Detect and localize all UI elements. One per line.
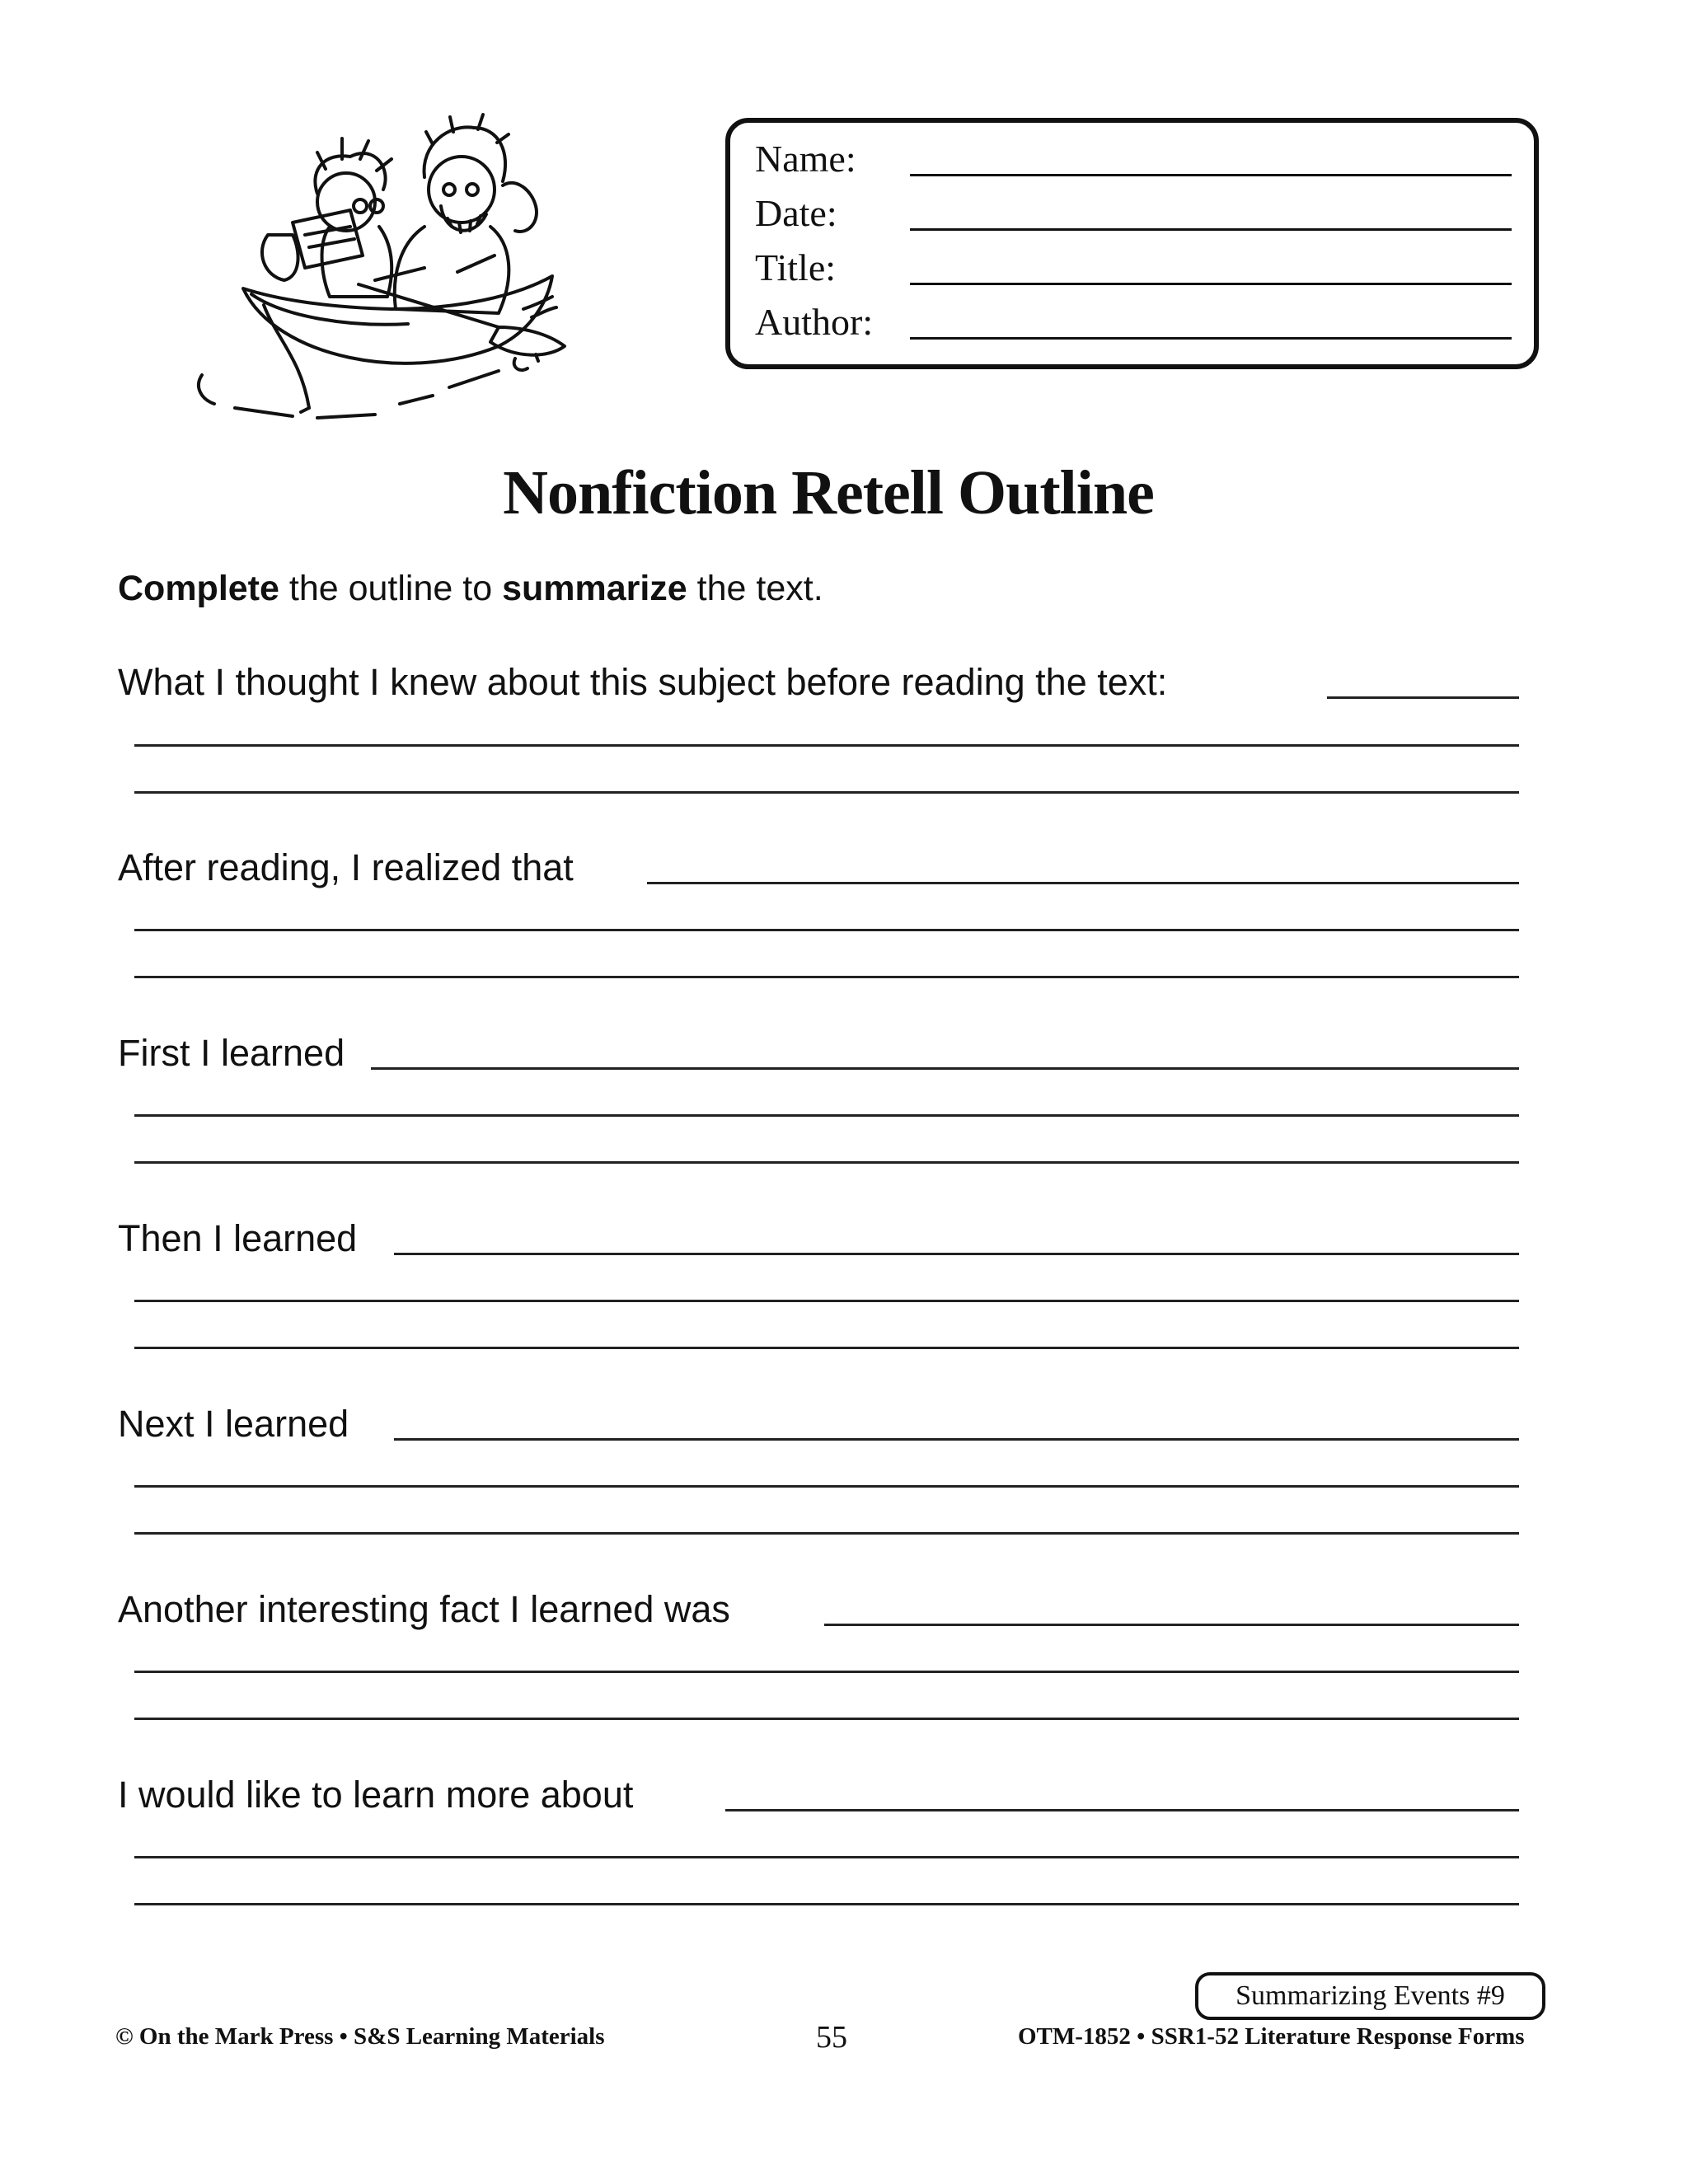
answer-line[interactable] (824, 1624, 1519, 1626)
answer-line[interactable] (394, 1438, 1519, 1441)
title-label: Title: (755, 246, 837, 288)
prompt-next-learned: Next I learned (118, 1403, 349, 1445)
answer-line[interactable] (134, 1718, 1519, 1720)
page-title: Nonfiction Retell Outline (503, 458, 1154, 527)
answer-line[interactable] (394, 1253, 1519, 1255)
instructions-summarize: summarize (502, 569, 687, 608)
author-label: Author: (755, 301, 874, 343)
name-field[interactable] (910, 174, 1512, 176)
answer-line[interactable] (134, 744, 1519, 747)
answer-line[interactable] (134, 1856, 1519, 1858)
answer-line[interactable] (134, 1671, 1519, 1673)
answer-line[interactable] (1327, 696, 1519, 699)
instructions-text-1: the outline to (279, 569, 503, 608)
answer-line[interactable] (134, 1161, 1519, 1164)
instructions (118, 569, 823, 609)
prompt-interesting-fact: Another interesting fact I learned was (118, 1588, 730, 1630)
answer-line[interactable] (134, 976, 1519, 978)
section-badge: Summarizing Events #9 (1195, 1972, 1545, 2020)
prompt-prior-knowledge: What I thought I knew about this subject before reading the text: (118, 661, 1168, 703)
product-code: OTM-1852 • SSR1-52 Literature Response Forms (1018, 2023, 1525, 2050)
instructions-complete: Complete (118, 569, 279, 608)
answer-line[interactable] (371, 1067, 1519, 1070)
date-field[interactable] (910, 228, 1512, 231)
page-number: 55 (816, 2020, 847, 2055)
student-info-box (725, 118, 1539, 369)
date-label: Date: (755, 192, 837, 234)
instructions-text-2: the text. (687, 569, 823, 608)
answer-line[interactable] (134, 1300, 1519, 1302)
prompt-learn-more: I would like to learn more about (118, 1774, 634, 1816)
answer-line[interactable] (134, 1347, 1519, 1349)
name-label: Name: (755, 138, 856, 180)
prompt-then-learned: Then I learned (118, 1217, 358, 1259)
answer-line[interactable] (134, 1532, 1519, 1535)
author-field[interactable] (910, 337, 1512, 340)
answer-line[interactable] (134, 929, 1519, 931)
answer-line[interactable] (134, 1485, 1519, 1488)
prompt-realized: After reading, I realized that (118, 846, 574, 888)
answer-line[interactable] (134, 1114, 1519, 1117)
answer-line[interactable] (725, 1809, 1519, 1811)
answer-line[interactable] (647, 882, 1519, 884)
prompt-first-learned: First I learned (118, 1032, 345, 1074)
canoe-illustration-icon (185, 111, 614, 457)
copyright-text: © On the Mark Press • S&S Learning Materials (115, 2023, 605, 2050)
answer-line[interactable] (134, 1903, 1519, 1905)
title-field[interactable] (910, 283, 1512, 285)
answer-line[interactable] (134, 791, 1519, 794)
